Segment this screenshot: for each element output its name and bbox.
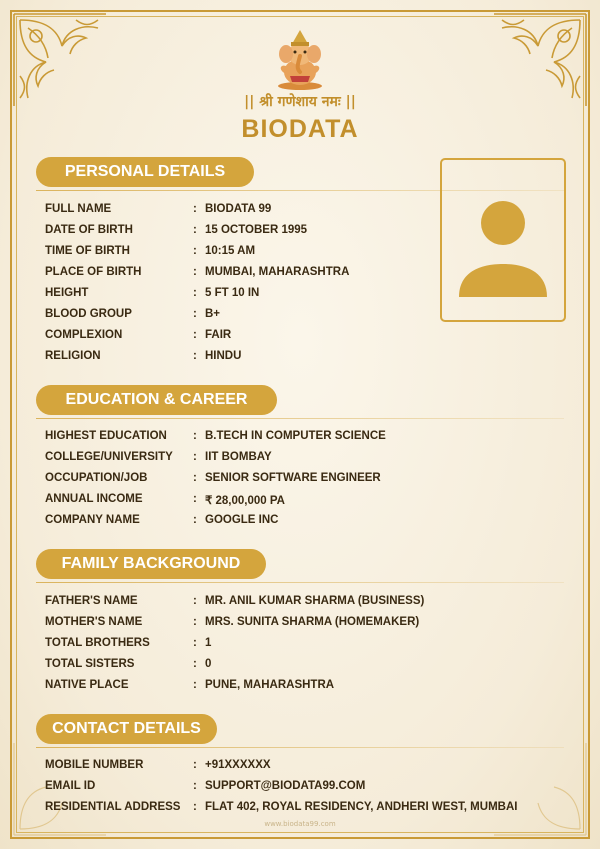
detail-value: ₹ 28,00,000 PA bbox=[205, 495, 285, 507]
detail-value: 10:15 AM bbox=[205, 245, 256, 257]
detail-value: PUNE, MAHARASHTRA bbox=[205, 679, 335, 691]
colon: : bbox=[193, 266, 197, 278]
detail-value: MUMBAI, MAHARASHTRA bbox=[205, 266, 350, 278]
colon: : bbox=[193, 780, 197, 792]
detail-label: TOTAL SISTERS bbox=[45, 658, 135, 670]
detail-value: FAIR bbox=[205, 329, 232, 341]
detail-value: GOOGLE INC bbox=[205, 514, 279, 526]
colon: : bbox=[193, 801, 197, 813]
detail-label: MOTHER'S NAME bbox=[45, 616, 143, 628]
colon: : bbox=[193, 451, 197, 463]
detail-value: FLAT 402, ROYAL RESIDENCY, ANDHERI WEST, MUMBAI bbox=[205, 801, 518, 813]
page-title: BIODATA bbox=[241, 115, 359, 143]
detail-label: NATIVE PLACE bbox=[45, 679, 129, 691]
detail-value: 5 FT 10 IN bbox=[205, 287, 260, 299]
detail-value: B.TECH IN COMPUTER SCIENCE bbox=[205, 430, 386, 442]
colon: : bbox=[193, 472, 197, 484]
ganesha-icon bbox=[268, 28, 332, 90]
detail-label: RESIDENTIAL ADDRESS bbox=[45, 801, 181, 813]
colon: : bbox=[193, 203, 197, 215]
colon: : bbox=[193, 350, 197, 362]
colon: : bbox=[193, 514, 197, 526]
section-heading-education: EDUCATION & CAREER bbox=[36, 385, 277, 415]
detail-label: OCCUPATION/JOB bbox=[45, 472, 148, 484]
section-divider bbox=[36, 582, 564, 583]
colon: : bbox=[193, 616, 197, 628]
colon: : bbox=[193, 637, 197, 649]
colon: : bbox=[193, 759, 197, 771]
colon: : bbox=[193, 308, 197, 320]
photo-placeholder[interactable] bbox=[440, 158, 566, 322]
detail-value: 0 bbox=[205, 658, 212, 670]
detail-label: EMAIL ID bbox=[45, 780, 96, 792]
detail-label: FULL NAME bbox=[45, 203, 112, 215]
section-heading-personal: PERSONAL DETAILS bbox=[36, 157, 254, 187]
detail-value: +91XXXXXX bbox=[205, 759, 271, 771]
detail-label: TIME OF BIRTH bbox=[45, 245, 130, 257]
detail-value: 15 OCTOBER 1995 bbox=[205, 224, 308, 236]
section-divider bbox=[36, 747, 564, 748]
detail-value: IIT BOMBAY bbox=[205, 451, 272, 463]
colon: : bbox=[193, 493, 197, 505]
user-silhouette-icon bbox=[442, 160, 564, 320]
detail-label: PLACE OF BIRTH bbox=[45, 266, 142, 278]
detail-label: DATE OF BIRTH bbox=[45, 224, 133, 236]
detail-label: MOBILE NUMBER bbox=[45, 759, 144, 771]
section-divider bbox=[36, 418, 564, 419]
detail-label: COLLEGE/UNIVERSITY bbox=[45, 451, 173, 463]
detail-value: MRS. SUNITA SHARMA (HOMEMAKER) bbox=[205, 616, 420, 628]
colon: : bbox=[193, 287, 197, 299]
detail-label: TOTAL BROTHERS bbox=[45, 637, 150, 649]
mantra: || श्री गणेशाय नमः || bbox=[244, 94, 356, 110]
detail-value: HINDU bbox=[205, 350, 242, 362]
section-heading-family: FAMILY BACKGROUND bbox=[36, 549, 266, 579]
detail-label: COMPANY NAME bbox=[45, 514, 140, 526]
section-heading-contact: CONTACT DETAILS bbox=[36, 714, 217, 744]
colon: : bbox=[193, 430, 197, 442]
detail-label: BLOOD GROUP bbox=[45, 308, 132, 320]
colon: : bbox=[193, 224, 197, 236]
colon: : bbox=[193, 329, 197, 341]
detail-label: COMPLEXION bbox=[45, 329, 123, 341]
colon: : bbox=[193, 245, 197, 257]
detail-value: SUPPORT@BIODATA99.COM bbox=[205, 780, 366, 792]
detail-label: ANNUAL INCOME bbox=[45, 493, 143, 505]
colon: : bbox=[193, 595, 197, 607]
detail-value: 1 bbox=[205, 637, 212, 649]
detail-label: FATHER'S NAME bbox=[45, 595, 138, 607]
detail-value: BIODATA 99 bbox=[205, 203, 272, 215]
section-divider bbox=[36, 190, 564, 191]
colon: : bbox=[193, 679, 197, 691]
detail-label: HIGHEST EDUCATION bbox=[45, 430, 167, 442]
detail-label: HEIGHT bbox=[45, 287, 89, 299]
detail-value: B+ bbox=[205, 308, 221, 320]
footer-watermark: www.biodata99.com bbox=[264, 820, 336, 828]
detail-label: RELIGION bbox=[45, 350, 101, 362]
colon: : bbox=[193, 658, 197, 670]
detail-value: MR. ANIL KUMAR SHARMA (BUSINESS) bbox=[205, 595, 425, 607]
detail-value: SENIOR SOFTWARE ENGINEER bbox=[205, 472, 381, 484]
